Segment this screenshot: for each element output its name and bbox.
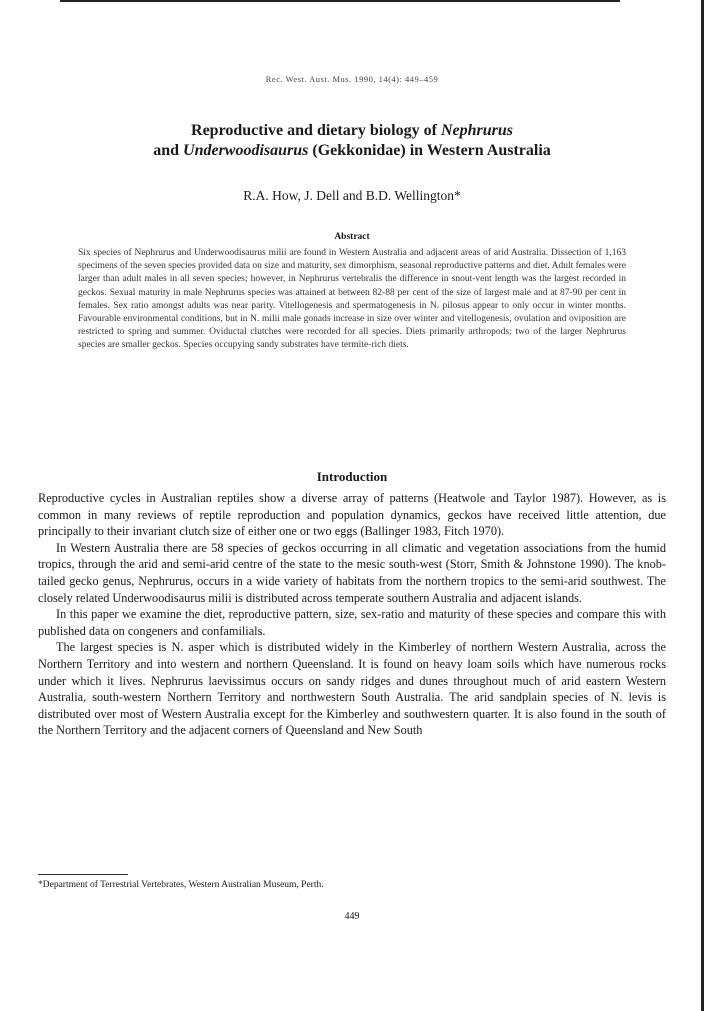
introduction-heading: Introduction <box>316 469 388 484</box>
paragraph: Reproductive cycles in Australian reptiles show a diverse array of patterns (Heatwole and Taylor 1987). However, as is common in many reviews of reptile reproduction and population dynamics, geckos have received little attention, due principally to their invariant clutch size of either one or two eggs (Ballinger 1983, Fitch 1970). <box>38 491 666 539</box>
body-text <box>38 490 666 739</box>
page-number: 449 <box>344 911 360 922</box>
running-head: Rec. West. Aust. Mus. 1990, 14(4): 449–459 <box>265 74 439 84</box>
paper-title: Reproductive and dietary biology of Nephrurus and Underwoodisaurus (Gekkonidae) in Western Australia <box>153 122 551 159</box>
authors: R.A. How, J. Dell and B.D. Wellington* <box>243 188 461 203</box>
footnote: *Department of Terrestrial Vertebrates, Western Australian Museum, Perth. <box>38 880 324 890</box>
paragraph: In this paper we examine the diet, reproductive pattern, size, sex-ratio and maturity of these species and compare this with published data on congeners and confamilials. <box>38 607 666 638</box>
paragraph: The largest species is N. asper which is distributed widely in the Kimberley of northern Western Australia, across the Northern Territory and into western and northern Queensland. It is found on heavy loam soils which have numerous rocks under which it lives. Nephrurus laevissimus occurs on sandy ridges and dunes throughout much of arid eastern Western Australia, south-western Northern Territory and northwestern South Australia. The arid sandplain species of N. levis is distributed over most of Western Australia except for the Kimberley and southwestern quarter. It is also found in the south of the Northern Territory and the adjacent corners of Queensland and New South <box>38 640 666 738</box>
footnote-rule <box>38 874 128 875</box>
abstract-heading: Abstract <box>334 232 370 242</box>
paragraph: In Western Australia there are 58 species of geckos occurring in all climatic and vegetation associations from the humid tropics, through the arid and semi-arid centre of the state to the mesic south-west (Storr, Smith & Johnstone 1990). The knob-tailed gecko genus, Nephrurus, occurs in a wide variety of habitats from the northern tropics to the semi-arid southwest. The closely related Underwoodisaurus milii is distributed across temperate southern Australia and adjacent islands. <box>38 540 666 605</box>
scan-edge-top <box>60 0 620 2</box>
abstract-text: Six species of Nephrurus and Underwoodisaurus milii are found in Western Australia and adjacent areas of arid Australia. Dissection of 1,163 specimens of the seven species provided data on size and maturity, sex dimorphism, seasonal reproductive patterns and diet. Adult females were larger than adult males in all seven species; however, in Nephrurus vertebralis the difference in snout-vent length was the largest recorded in geckos. Sexual maturity in male Nephrurus species was attained at between 82-88 per cent of the size of largest male and at 87-90 per cent in females. Sex ratio amongst adults was near parity. Vitellogenesis and spermatogenesis in N. pilosus appear to only occur in winter months. Favourable environmental conditions, but in N. milii male gonads increase in size over winter and vitellogenesis, ovulation and oviposition are restricted to spring and summer. Oviductal clutches were recorded for all species. Diets primarily arthropods; two of the larger Nephrurus species are smaller geckos. Species occupying sandy substrates have termite-rich diets. <box>78 248 626 351</box>
